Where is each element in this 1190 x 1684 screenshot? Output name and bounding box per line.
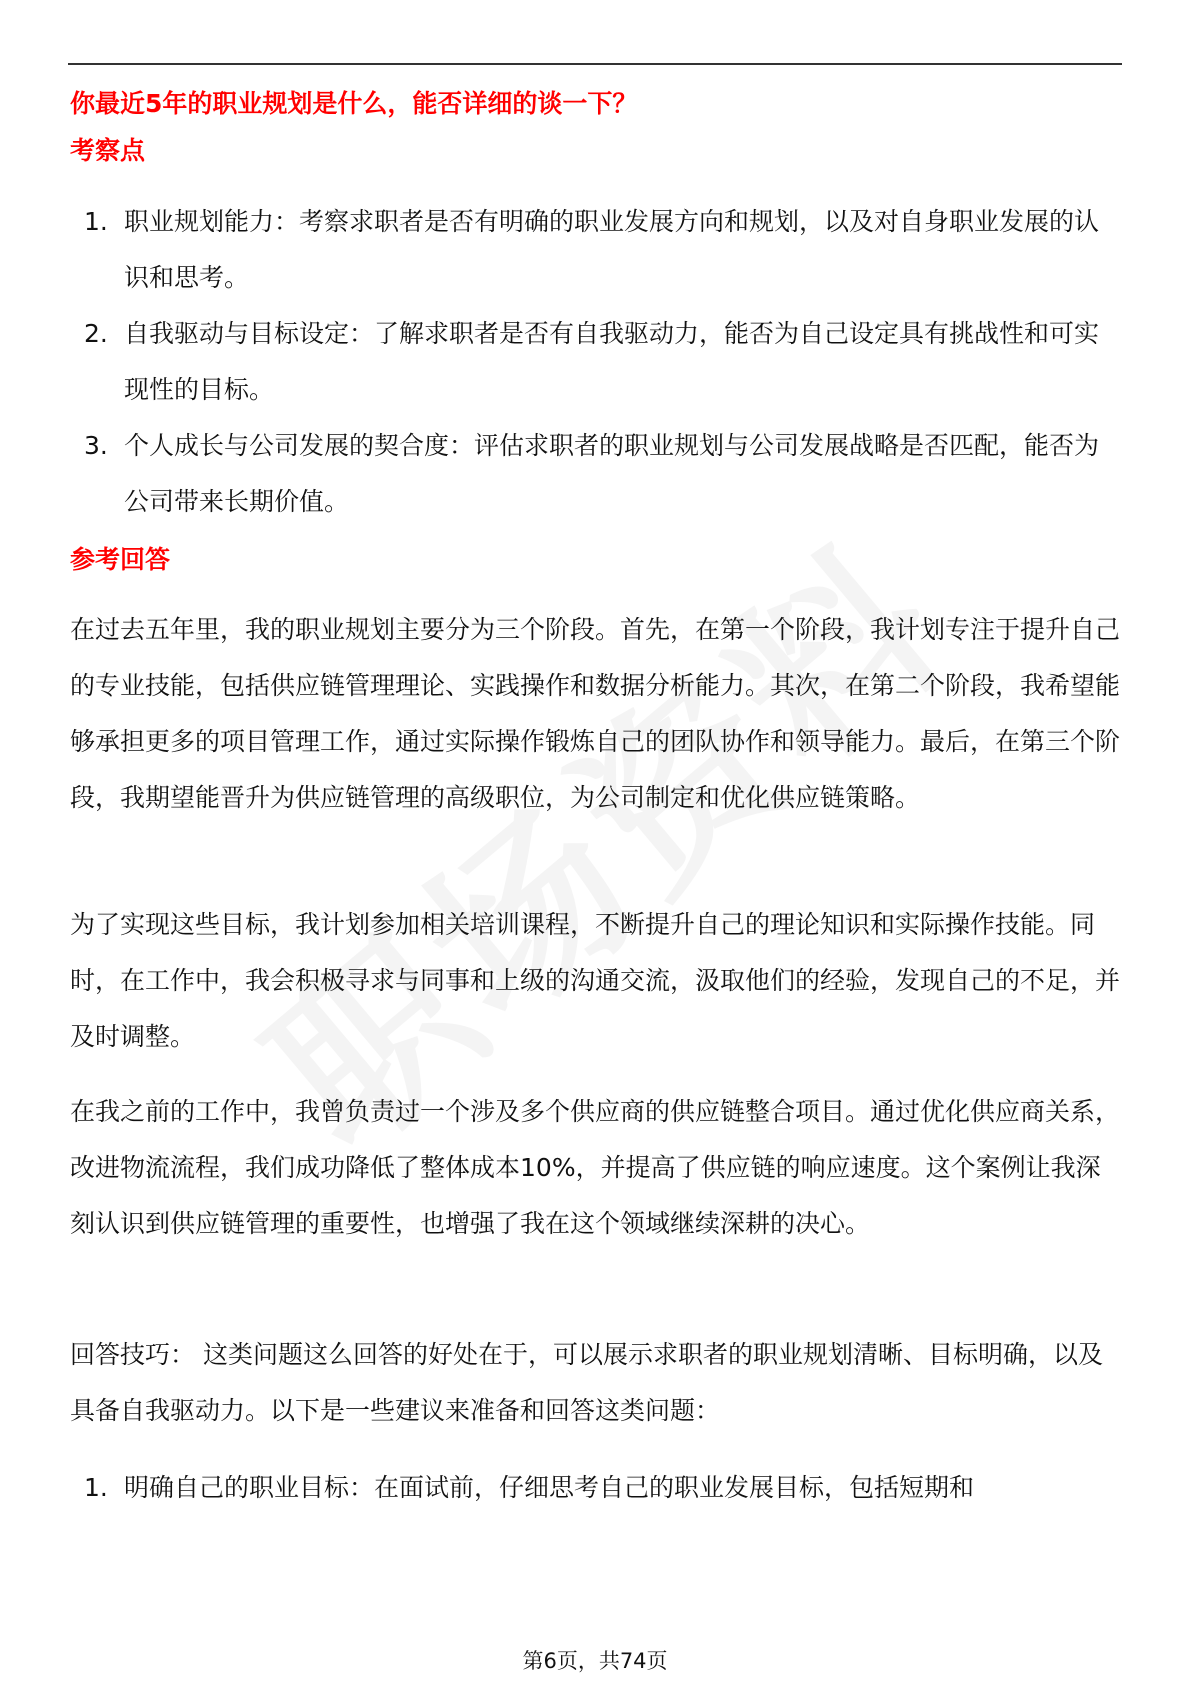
question-title: 你最近5年的职业规划是什么，能否详细的谈一下？ [70,89,638,118]
focus-item-text: 自我驱动与目标设定：了解求职者是否有自我驱动力，能否为自己设定具有挑战性和可实现性的目标。 [124,319,1100,404]
focus-item [70,194,1122,306]
focus-list [70,194,1122,530]
focus-item [70,418,1122,530]
answer-paragraph: 在过去五年里，我的职业规划主要分为三个阶段。首先，在第一个阶段，我计划专注于提升自己的专业技能，包括供应链管理理论、实践操作和数据分析能力。其次，在第二个阶段，我希望能够承担更多的项目管理工作，通过实际操作锻炼自己的团队协作和领导能力。最后，在第三个阶段，我期望能晋升为供应链管理的高级职位，为公司制定和优化供应链策略。 [70,615,1121,812]
list-number: 1. [84,1473,108,1502]
header-rule [68,63,1122,65]
answer-paragraph: 在我之前的工作中，我曾负责过一个涉及多个供应商的供应链整合项目。通过优化供应商关系，改进物流流程，我们成功降低了整体成本10%，并提高了供应链的响应速度。这个案例让我深刻认识到供应链管理的重要性，也增强了我在这个领域继续深耕的决心。 [70,1097,1121,1238]
tips-item-text: 明确自己的职业目标：在面试前，仔细思考自己的职业发展目标，包括短期和 [124,1473,975,1502]
answer-paragraph: 为了实现这些目标，我计划参加相关培训课程，不断提升自己的理论知识和实际操作技能。同时，在工作中，我会积极寻求与同事和上级的沟通交流，汲取他们的经验，发现自己的不足，并及时调整。 [70,910,1121,1051]
focus-item-text: 职业规划能力：考察求职者是否有明确的职业发展方向和规划，以及对自身职业发展的认识和思考。 [124,207,1100,292]
answer-tips-paragraph: 回答技巧： 这类问题这么回答的好处在于，可以展示求职者的职业规划清晰、目标明确，以及具备自我驱动力。以下是一些建议来准备和回答这类问题： [70,1340,1103,1425]
list-number: 2. [84,319,108,348]
focus-item-text: 个人成长与公司发展的契合度：评估求职者的职业规划与公司发展战略是否匹配，能否为公司带来长期价值。 [124,431,1100,516]
list-number: 3. [84,431,108,460]
tips-item [70,1460,1122,1516]
page-number-footer: 第6页，共74页 [522,1649,668,1673]
focus-heading: 考察点 [70,136,146,165]
focus-item [70,306,1122,418]
tips-list [70,1460,1122,1516]
list-number: 1. [84,207,108,236]
answer-heading: 参考回答 [70,545,171,574]
